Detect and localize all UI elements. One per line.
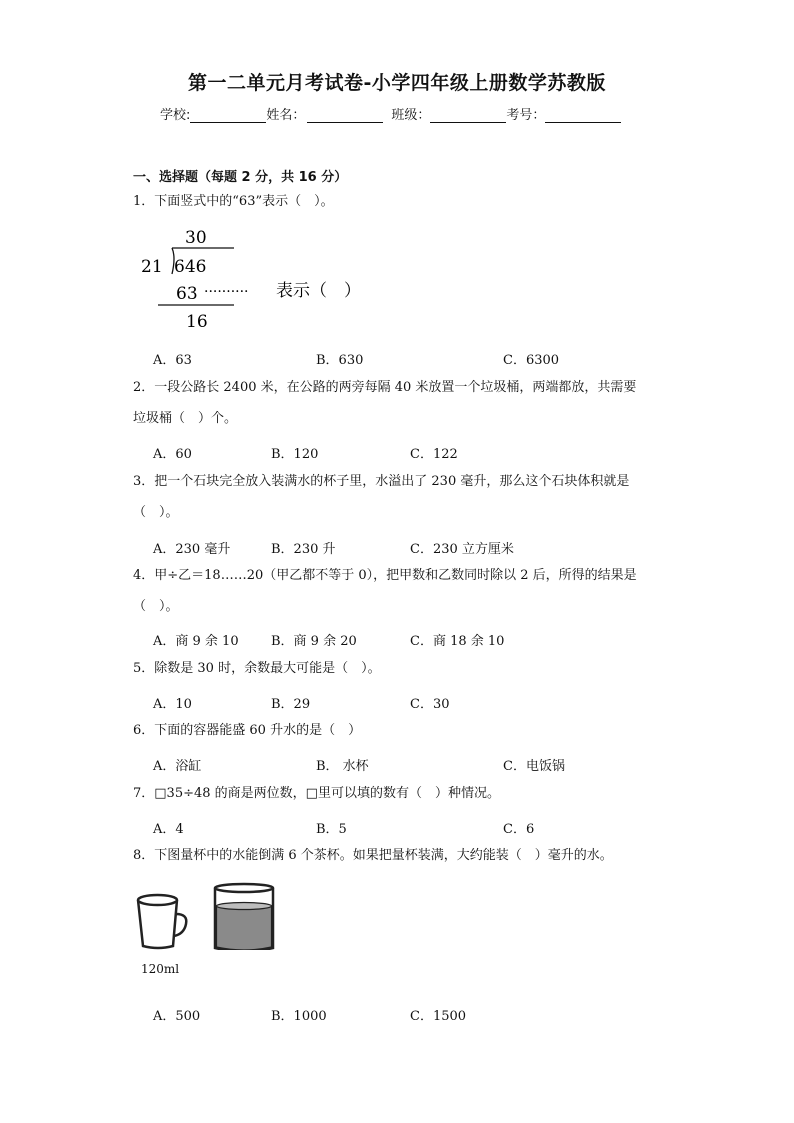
- q5-option-b[interactable]: B．29: [271, 697, 311, 712]
- q6-option-b[interactable]: B． 水杯: [316, 759, 369, 774]
- q7-option-c[interactable]: C．6: [503, 822, 535, 837]
- division-quotient: 30: [185, 228, 207, 248]
- name-blank[interactable]: [307, 108, 383, 123]
- question-6-text: 6．下面的容器能盛 60 升水的是（ ）: [133, 723, 362, 738]
- q1-option-c[interactable]: C．6300: [503, 353, 560, 368]
- division-divisor: 21: [141, 257, 163, 277]
- q6-option-a[interactable]: A．浴缸: [153, 759, 202, 774]
- school-label: 学校:: [160, 108, 191, 123]
- question-3-line-2: （ ）。: [133, 505, 179, 520]
- question-2-line-1: 2．一段公路长 2400 米，在公路的两旁每隔 40 米放置一个垃圾桶，两端都放，共需要: [133, 380, 637, 395]
- question-3-line-1: 3．把一个石块完全放入装满水的杯子里，水溢出了 230 毫升，那么这个石块体积就是: [133, 474, 630, 489]
- number-label: 考号：: [506, 108, 546, 123]
- long-division-figure: [138, 225, 378, 335]
- q3-option-c[interactable]: C．230 立方厘米: [410, 542, 514, 557]
- class-blank[interactable]: [430, 108, 506, 123]
- measuring-beaker-icon: [215, 884, 273, 950]
- q3-option-a[interactable]: A．230 毫升: [153, 542, 231, 557]
- question-4-line-2: （ ）。: [133, 599, 179, 614]
- page-title: 第一二单元月考试卷-小学四年级上册数学苏教版: [188, 72, 606, 94]
- q8-option-a[interactable]: A．500: [153, 1009, 201, 1024]
- q1-option-b[interactable]: B．630: [316, 353, 364, 368]
- question-8-text: 8．下图量杯中的水能倒满 6 个茶杯。如果把量杯装满，大约能装（ ）毫升的水。: [133, 848, 613, 863]
- q5-option-a[interactable]: A．10: [153, 697, 192, 712]
- q3-option-b[interactable]: B．230 升: [271, 542, 336, 557]
- q8-option-c[interactable]: C．1500: [410, 1009, 467, 1024]
- question-7-text: 7．□35÷48 的商是两位数，□里可以填的数有（ ）种情况。: [133, 786, 500, 801]
- division-dividend: 646: [174, 257, 207, 277]
- cup-volume-label: 120ml: [141, 962, 180, 976]
- q2-option-b[interactable]: B．120: [271, 447, 319, 462]
- q2-option-c[interactable]: C．122: [410, 447, 458, 462]
- division-dots: ··········: [204, 284, 249, 300]
- student-info-line: [160, 104, 621, 123]
- question-5-text: 5．除数是 30 时，余数最大可能是（ ）。: [133, 661, 381, 676]
- question-1-text: 1．下面竖式中的“63”表示（ ）。: [133, 194, 334, 209]
- division-remainder: 16: [186, 312, 208, 332]
- q6-option-c[interactable]: C．电饭锅: [503, 759, 565, 774]
- section-heading: 一、选择题（每题 2 分，共 16 分）: [133, 170, 348, 185]
- division-caption: 表示（ ）: [276, 281, 361, 301]
- division-product: 63: [176, 284, 198, 304]
- q2-option-a[interactable]: A．60: [153, 447, 192, 462]
- name-label: 姓名：: [266, 108, 306, 123]
- question-2-line-2: 垃圾桶（ ）个。: [133, 411, 238, 426]
- q7-option-a[interactable]: A．4: [153, 822, 184, 837]
- school-blank[interactable]: [190, 108, 266, 123]
- class-label: 班级：: [391, 108, 431, 123]
- q7-option-b[interactable]: B．5: [316, 822, 347, 837]
- q5-option-c[interactable]: C．30: [410, 697, 450, 712]
- cup-and-beaker-figure: [130, 880, 290, 950]
- q8-option-b[interactable]: B．1000: [271, 1009, 327, 1024]
- number-blank[interactable]: [545, 108, 621, 123]
- q4-option-c[interactable]: C．商 18 余 10: [410, 634, 505, 649]
- question-4-line-1: 4．甲÷乙＝18……20（甲乙都不等于 0），把甲数和乙数同时除以 2 后，所得的结果是: [133, 568, 637, 583]
- teacup-icon: [138, 895, 186, 948]
- q4-option-a[interactable]: A．商 9 余 10: [153, 634, 239, 649]
- q1-option-a[interactable]: A．63: [153, 353, 192, 368]
- q4-option-b[interactable]: B．商 9 余 20: [271, 634, 357, 649]
